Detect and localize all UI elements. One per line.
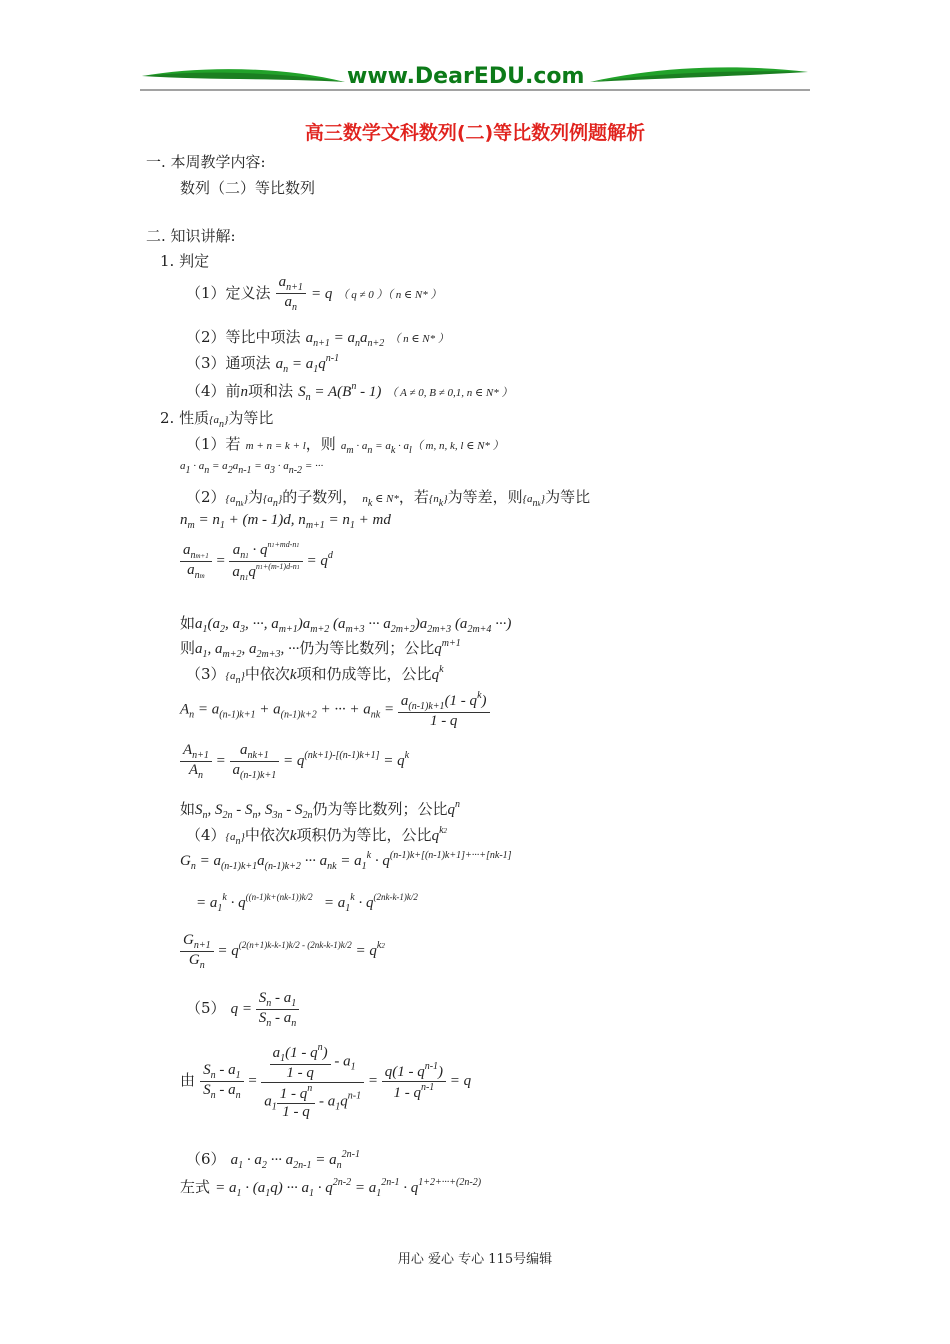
judge-method-2-cond: （ n ∈ N* ） — [389, 333, 449, 345]
prop-6: （6） $a_1 \cdot a_2$ ··· $a_{2n-1} = a_n^{2n-1}$ — [186, 1149, 360, 1171]
judge-method-1: （1）定义法 $\frac{a_{n+1}}{a_n}$ = q （ q ≠ 0 ）（ n ∈ N* ） — [186, 274, 442, 313]
prop-2: （2）{ank}为{an}的子数列， nk ∈ N*，若{nk}为等差，则{ank}为等比 — [186, 488, 591, 509]
judge-method-4-label-b: 项和法 — [248, 382, 294, 400]
prop-5: （5） q = $\frac{S_n - a_1}{S_n - a_n}$ — [186, 990, 299, 1029]
judge-method-4-cond: （ A ≠ 0, B ≠ 0,1, n ∈ N* ） — [386, 387, 513, 399]
prop-1: （1）若 m + n = k + l，则 am · an = ak · al（ m, n, k, l ∈ N* ） — [186, 435, 504, 456]
prop-2-ratio: $\frac{a_{nm+1}}{a_{nm}}$ = $\frac{a_{n1} \cdot q^{n1+md-n1}}{a_{n1}q^{n1+(m-1)d-n1}}$ = $q^d$ — [180, 540, 333, 583]
example-2: 如$S_n$, $S_{2n} - S_n$, $S_{3n} - S_{2n}$仍为等比数列；公比$q^n$ — [180, 799, 461, 821]
example-1-result: 则$a_1$, $a_{m+2}$, $a_{2m+3}$, ···仍为等比数列；公比$q^{m+1}$ — [180, 638, 461, 660]
section1-content: 数列（二）等比数列 — [180, 179, 316, 197]
prop-4: （4）{an}中依次k项积仍为等比，公比$q^{k2}$ — [186, 825, 448, 847]
prop-3-sum: $A_n = a_{(n-1)k+1} + a_{(n-1)k+2}$ + ··· + $a_{nk}$ = $\frac{a_{(n-1)k+1}(1 - q^k)}{1 - q}$ — [180, 690, 490, 730]
judge-method-4-label: （4）前 — [186, 382, 241, 400]
prop-4-simplified: = $a_1^k \cdot q^{((n-1)k+(nk-1))k/2} = a_1^k \cdot q^{(2nk-k-1)k/2}$ — [196, 892, 418, 914]
judge-method-3: （3）通项法 $a_n = a_1q^{n-1}$ — [186, 353, 340, 375]
judge-method-1-label: （1）定义法 — [186, 284, 271, 302]
props-heading: 2. 性质{an}为等比 — [160, 409, 274, 430]
header-banner — [140, 62, 810, 94]
prop-3: （3）{an}中依次k项和仍成等比，公比$q^k$ — [186, 664, 444, 686]
judge-method-3-label: （3）通项法 — [186, 354, 271, 372]
judge-method-1-cond: （ q ≠ 0 ）（ n ∈ N* ） — [337, 289, 442, 301]
example-1: 如$a_1(a_2$, $a_3$, ···, $a_{m+1})a_{m+2}$ ($a_{m+3}$ ··· $a_{2m+2})a_{2m+3}$ ($a_{2m+4}$ ···) — [180, 614, 512, 635]
section1-heading: 一. 本周教学内容: — [146, 153, 266, 171]
judge-heading: 1. 判定 — [160, 252, 210, 270]
site-url[interactable]: www.DearEDU.com — [347, 64, 585, 89]
prop-5-derivation: 由 $\frac{S_n - a_1}{S_n - a_n}$ = $\frac{a_1(1 - q^n)}{1 - q}$ - $a_1$ $a_1$ $\frac{1 - q^n}{1 - q}$ - $a_1q^{n-1}$ = $\frac{q(1 - q^{n-1})}{1 - q^{n-1}}$ = q — [180, 1042, 472, 1120]
prop-1-chain: a1 · an = a2an-1 = a3 · an-2 = ··· — [180, 460, 324, 476]
prop-2-index: $n_m = n_1 + (m - 1)d$, $n_{m+1} = n_1$ + md — [180, 512, 391, 531]
section2-heading: 二. 知识讲解: — [146, 227, 236, 245]
judge-method-2-label: （2）等比中项法 — [186, 328, 301, 346]
document-title: 高三数学文科数列(二)等比数列例题解析 — [304, 122, 646, 144]
judge-method-2: （2）等比中项法 $a_{n+1} = a_na_{n+2}$ （ n ∈ N* ） — [186, 328, 449, 349]
prop-3-ratio: $\frac{A_{n+1}}{A_n}$ = $\frac{a_{nk+1}}{a_{(n-1)k+1}}$ = $q^{(nk+1)-[(n-1)k+1]} = q^k$ — [180, 742, 409, 781]
prop-4-ratio: $\frac{G_{n+1}}{G_n}$ = $q^{(2(n+1)k-k-1)k/2 - (2nk-k-1)k/2} = q^{k2}$ — [180, 932, 385, 971]
definition-fraction: $\frac{a_{n+1}}{a_n}$ — [276, 274, 306, 313]
page-footer: 用心 爱心 专心 115号编辑 — [397, 1252, 553, 1267]
prop-6-proof: 左式 = $a_1 \cdot (a_1q)$ ··· $a_1 \cdot q^{2n-2} = a_1^{2n-1} \cdot q^{1+2+\cdot\cdot\cdot+(2n-2)}$ — [180, 1177, 482, 1199]
judge-method-4: （4）前n项和法 $S_n = A(B^n - 1)$ （ A ≠ 0, B ≠ 0,1, n ∈ N* ） — [186, 381, 513, 403]
prop-4-product: $G_n = a_{(n-1)k+1}a_{(n-1)k+2}$ ··· $a_{nk} = a_1^k \cdot q^{(n-1)k+[(n-1)k+1]+\cdot\cdot\cdot+[nk-1]}$ — [180, 850, 512, 872]
